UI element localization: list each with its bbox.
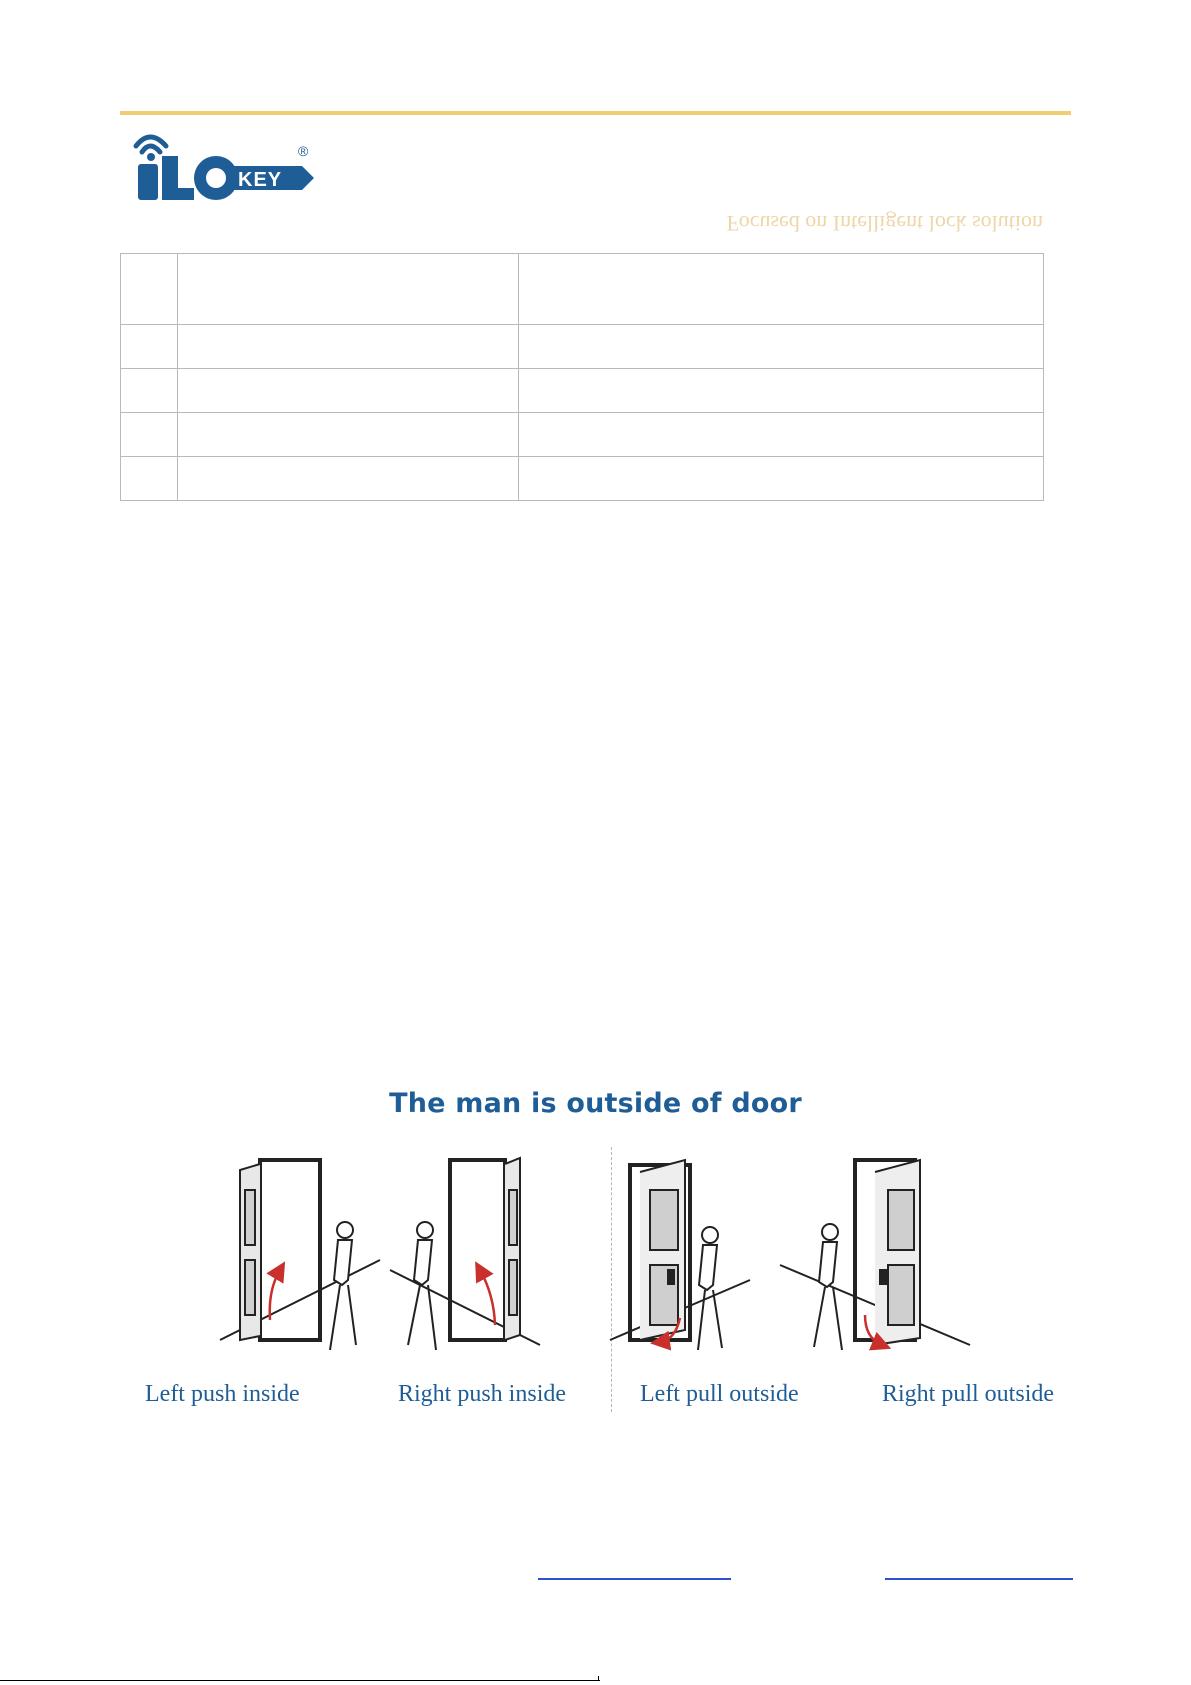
caption-left-push-inside: Left push inside <box>145 1381 300 1407</box>
tagline: Focused on Intelligent lock solution <box>726 211 1043 236</box>
table-cell <box>178 413 519 457</box>
ilokey-logo <box>128 126 338 206</box>
table-cell <box>121 413 178 457</box>
table-cell <box>121 369 178 413</box>
scene-right-push-inside <box>390 1158 540 1350</box>
table-cell <box>519 325 1044 369</box>
page-bottom-tick <box>598 1676 599 1681</box>
table-cell <box>121 325 178 369</box>
spec-table <box>120 253 1044 501</box>
caption-left-pull-outside: Left pull outside <box>640 1381 799 1407</box>
table-cell <box>178 457 519 501</box>
caption-right-pull-outside: Right pull outside <box>882 1381 1055 1407</box>
svg-text:KEY: KEY <box>238 169 283 191</box>
footer-link-line[interactable] <box>885 1578 1073 1580</box>
table-cell <box>519 369 1044 413</box>
table-cell <box>121 254 178 325</box>
registered-mark: ® <box>298 143 309 159</box>
caption-right-push-inside: Right push inside <box>398 1381 567 1407</box>
table-cell <box>178 254 519 325</box>
table-cell <box>519 457 1044 501</box>
door-illustrations <box>210 1150 1080 1365</box>
table-cell <box>178 369 519 413</box>
table-cell <box>519 254 1044 325</box>
table-row <box>121 413 1044 457</box>
scene-left-push-inside <box>220 1160 380 1350</box>
page-bottom-rule <box>0 1680 600 1681</box>
table-row <box>121 369 1044 413</box>
header-rule <box>120 111 1071 115</box>
scene-left-pull-outside <box>610 1160 750 1350</box>
table-cell <box>519 413 1044 457</box>
table-row <box>121 325 1044 369</box>
table-row <box>121 254 1044 325</box>
table-cell <box>121 457 178 501</box>
figure-title: The man is outside of door <box>389 1088 802 1119</box>
footer-link-line[interactable] <box>538 1578 731 1580</box>
table-cell <box>178 325 519 369</box>
scene-right-pull-outside <box>780 1160 970 1350</box>
table-row <box>121 457 1044 501</box>
